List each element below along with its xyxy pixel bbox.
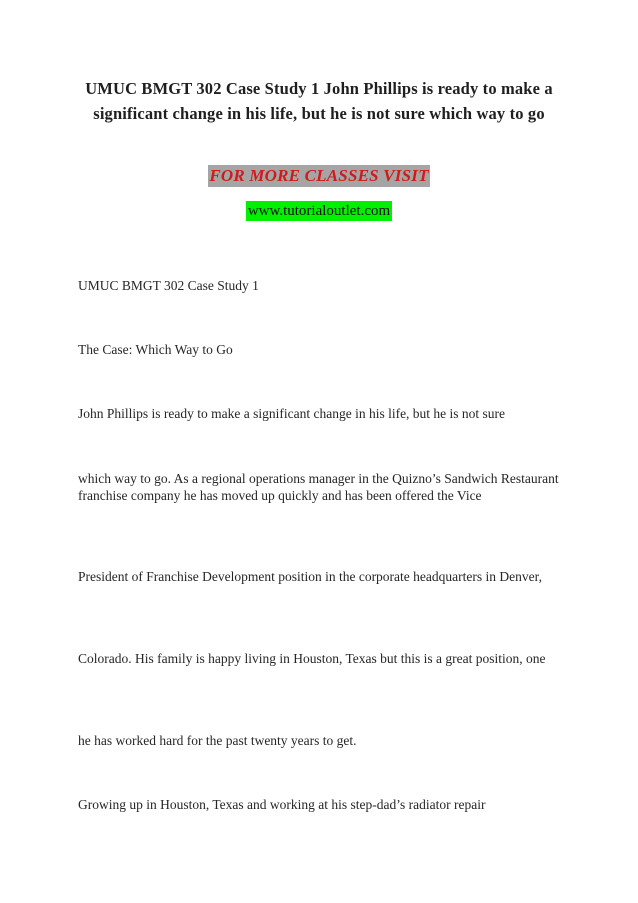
paragraph-body-1: John Phillips is ready to make a significant change in his life, but he is not sure — [78, 406, 506, 421]
paragraph-case-title: The Case: Which Way to Go — [78, 342, 233, 357]
paragraph-body-6: Growing up in Houston, Texas and working at his step-dad’s radiator repair — [78, 797, 486, 812]
promo-text: FOR MORE CLASSES VISIT — [209, 166, 429, 185]
paragraph-body-5: he has worked hard for the past twenty years to get. — [78, 733, 357, 748]
paragraph-body-4: Colorado. His family is happy living in Houston, Texas but this is a great position, one — [78, 651, 546, 666]
paragraph-body-3: President of Franchise Development position in the corporate headquarters in Denver, — [78, 569, 542, 584]
promo-banner — [0, 165, 638, 187]
paragraph-body-2: which way to go. As a regional operations manager in the Quizno’s Sandwich Restaurant franchise company he has moved up quickly and has been offered the Vice — [78, 471, 559, 503]
paragraph-course-heading: UMUC BMGT 302 Case Study 1 — [78, 278, 259, 293]
promo-link[interactable]: www.tutorialoutlet.com — [247, 203, 391, 219]
document-title: UMUC BMGT 302 Case Study 1 John Phillips is ready to make a significant change in his life, but he is not sure which way to go — [85, 79, 553, 123]
promo-link-row — [0, 201, 638, 221]
